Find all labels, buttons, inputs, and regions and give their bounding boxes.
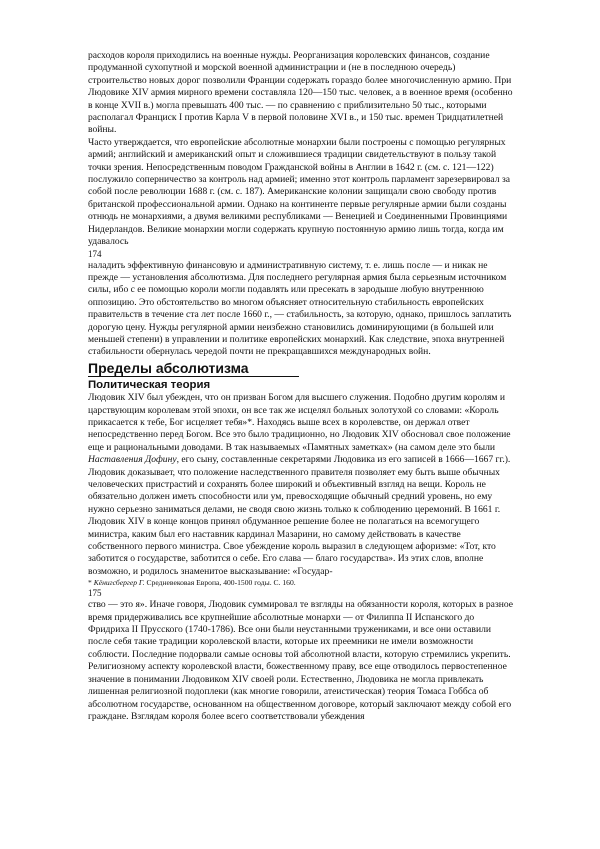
section-heading: Пределы абсолютизма <box>88 360 299 377</box>
paragraph-louis-xiv <box>88 392 516 578</box>
footnote-author: Кёнигсбергер Г. <box>93 578 145 588</box>
footnote <box>88 578 516 588</box>
paragraph-regular-armies: Часто утверждается, что европейские абсолютные монархии были построены с помощью регулярных армий; английский и американский опыт и сложившиеся традиции свидетельствуют в пользу такой точки зрения. Непосредственным поводом Гражданской войны в Англии в 1642 г. (см. с. 121—122) послужило соперничество за контроль над армией; именно этот контроль парламент зарезервировал за собой после революции 1688 г. (см. с. 187). Американские колонии защищали свою свободу против британской профессиональной армии. Однако на континенте первые регулярные армии были созданы отнюдь не монархиями, а двумя великими республиками — Венецией и Соединенными Провинциями Нидерландов. Великие монархии могли содержать крупную постоянную армию лишь тогда, когда им удавалось <box>88 136 510 248</box>
paragraph-absolute-monarchs: ство — это я». Иначе говоря, Людовик суммировал те взгляды на обязанности короля, которых в разное время придерживались все крупнейшие абсолютные монархи — от Филиппа II Испанского до Фридриха II Прусского (1740-1786). Все они были неустанными тружениками, и все они оставили после себя такие традиции королевской власти, которые их преемники не имели возможности соблюсти. Последние подорвали самые основы той абсолютной власти, которую стремились укрепить. <box>88 599 514 660</box>
paragraph-army-finances: расходов короля приходились на военные нужды. Реорганизация королевских финансов, создание продуманной сухопутной и морской военной администрации и (не в последнюю очередь) строительство новых дорог позволили Франции содержать гораздо более многочисленную армию. При Людовике XIV армия мирного времени составляла 120—150 тыс. человек, а в военное время (особенно в конце XVII в.) могла превышать 400 тыс. — по сравнению с приблизительно 50 тыс., которыми располагал Франциск I против Карла V в первой половине XVI в., и 150 тыс. времен Тридцатилетней войны. <box>88 50 513 136</box>
italic-title-instructions: Наставления Дофину <box>88 454 177 466</box>
document-page <box>88 50 516 723</box>
paragraph-louis-xiv-part-a: Людовик XIV был убежден, что он призван Богом для высшего служения. Подобно другим королям и царствующим королевам этой эпохи, он все так же исцелял больных золотухой со словами: «Король прикасается к тебе, Бог исцеляет тебя»*. Находясь выше всех в королевстве, он держал ответ непосредственно перед Богом. Все это было традиционно, но Людовик XIV обосновал свое положение еще и рациональными доводами. В так называемых «Памятных заметках» (на самом деле это были <box>88 392 511 453</box>
page-number-174: 174 <box>88 248 102 259</box>
footnote-marker: * <box>88 578 94 588</box>
footnote-source: Средневековая Европа, 400-1500 годы. С. 160. <box>144 578 296 588</box>
paragraph-louis-xiv-part-b: , его сыну, составленные секретарями Людовика из его записей в 1666—1667 гг.). Людовик доказывает, что положение наследственного правителя позволяет ему быть выше обычных человеческих пристрастий и сохранять более широкий и объективный взгляд на вещи. Король не обязательно должен иметь способности или ум, превосходящие обычный средний уровень, но ему нужно серьезно заниматься делами, не сводя свою жизнь только к соблюдению церемоний. В 1661 г. Людовик XIV в конце концов принял обдуманное решение более не полагаться на всемогущего министра, каким был его наставник кардинал Мазарини, но самому действовать в качестве собственного первого министра. Свое убеждение король выразил в следующем афоризме: «Тот, кто заботится о государстве, заботится о себе. Его слава — благо государства». Из этих слов, вполне возможно, и родилось знаменитое высказывание: «Государ- <box>88 454 511 577</box>
subsection-heading: Политическая теория <box>88 379 211 392</box>
paragraph-stability: наладить эффективную финансовую и административную систему, т. е. лишь после — и никак не прежде — установления абсолютизма. Для последнего регулярная армия была серьезным источником силы, ибо с ее помощью короли могли подавлять или пресекать в зародыше любую внутреннюю оппозицию. Это обстоятельство во многом объясняет относительную стабильность европейских правительств в течение ста лет после 1660 г., — стабильность, за которую, однако, пришлось заплатить дорогую цену. Нужды регулярной армии неизбежно становились доминирующими (в большей или меньшей степени) в управлении и политике европейских монархий. Как следствие, эпоха внутренней стабильности обернулась чередой почти не прекращавшихся международных войн. <box>88 259 512 358</box>
paragraph-divine-right: Религиозному аспекту королевской власти, божественному праву, все еще отводилось первостепенное значение в понимании Людовиком XIV своей роли. Естественно, Людовика не могла привлекать лишенная религиозной подоплеки (как многие говорили, атеистическая) теория Томаса Гоббса об абсолютном государстве, основанном на общественном договоре, который заключают между собой его граждане. Взглядам короля более всего соответствовали убеждения <box>88 661 512 722</box>
page-number-175: 175 <box>88 588 102 599</box>
